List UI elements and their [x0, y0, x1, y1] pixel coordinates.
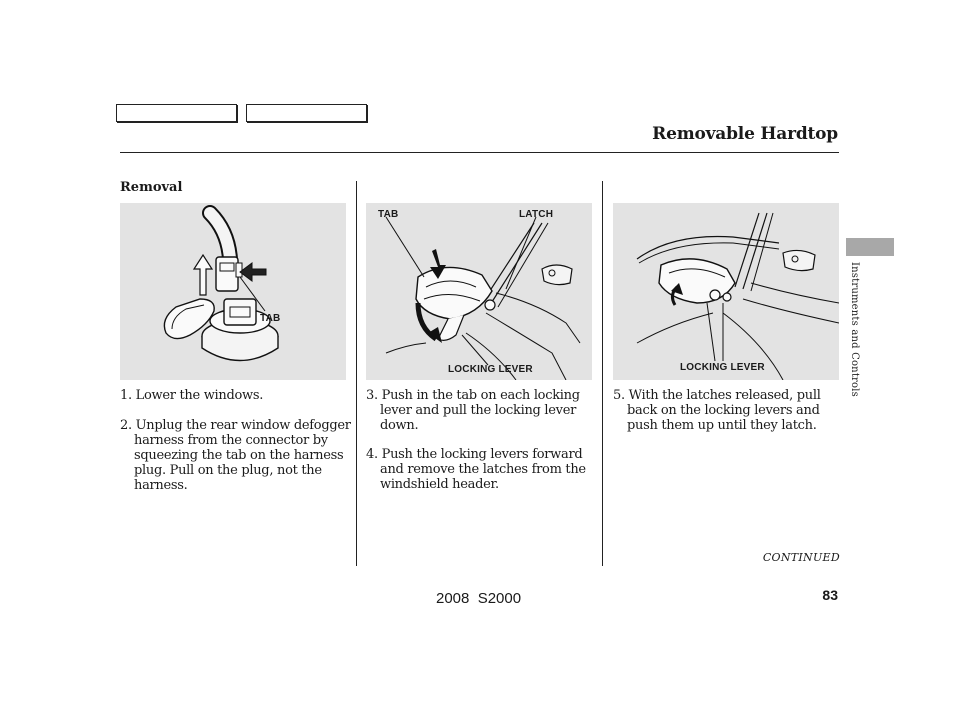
- side-section-label: Instruments and Controls: [849, 262, 860, 397]
- callout-locking-lever: LOCKING LEVER: [680, 362, 765, 373]
- callout-tab: TAB: [260, 313, 281, 324]
- page-title: Removable Hardtop: [652, 124, 838, 144]
- step-text: Push in the tab on each locking lever and pull the locking lever down.: [380, 388, 580, 433]
- step-4: [366, 447, 606, 492]
- step-3: [366, 388, 602, 433]
- page-number: 83: [822, 587, 838, 603]
- step-number: 4.: [366, 447, 378, 462]
- connector-drawing: [120, 203, 346, 380]
- callout-tab: TAB: [378, 209, 399, 220]
- side-tab-marker: [846, 238, 894, 256]
- step-text: Lower the windows.: [135, 388, 264, 403]
- latch-released-drawing: [613, 203, 839, 380]
- step-number: 2.: [120, 418, 132, 433]
- step-2: [120, 418, 362, 493]
- column-divider-2: [602, 181, 603, 566]
- section-heading: Removal: [120, 180, 183, 195]
- callout-latch: LATCH: [519, 209, 554, 220]
- column-divider-1: [356, 181, 357, 566]
- step-text: Push the locking levers forward and remove the latches from the windshield header.: [380, 447, 586, 492]
- callout-locking-lever: LOCKING LEVER: [448, 364, 533, 375]
- step-text: Unplug the rear window defogger harness from the connector by squeezing the tab on the harness plug. Pull on the plug, not the harness.: [134, 418, 351, 493]
- step-5: [613, 388, 853, 433]
- step-text: With the latches released, pull back on the locking levers and push them up until they latch.: [627, 388, 821, 433]
- step-number: 3.: [366, 388, 378, 403]
- step-number: 1.: [120, 388, 132, 403]
- footer-model: 2008 S2000: [436, 590, 522, 607]
- illustration-latch-released: [613, 203, 839, 380]
- title-rule: [120, 152, 839, 153]
- nav-box-right[interactable]: [246, 104, 367, 122]
- locking-lever-drawing: [366, 203, 592, 380]
- continued-label: CONTINUED: [762, 551, 840, 564]
- illustration-locking-lever: [366, 203, 592, 380]
- step-number: 5.: [613, 388, 625, 403]
- illustration-connector: [120, 203, 346, 380]
- nav-box-left[interactable]: [116, 104, 237, 122]
- step-1: [120, 388, 360, 403]
